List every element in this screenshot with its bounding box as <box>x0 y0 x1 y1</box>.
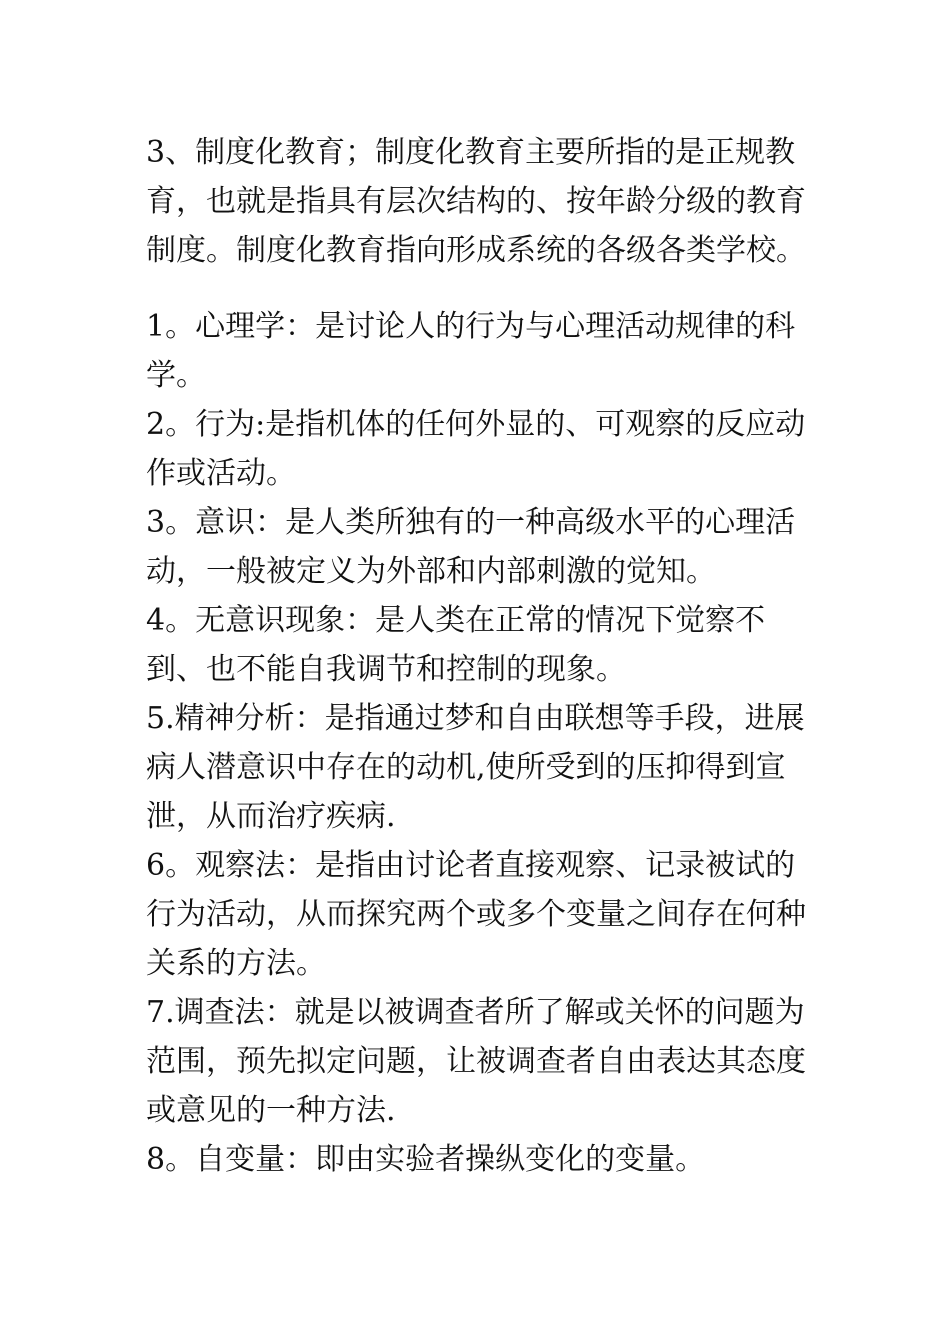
definition-psychoanalysis: 5.精神分析：是指通过梦和自由联想等手段，进展病人潜意识中存在的动机,使所受到的压抑得到宣泄，从而治疗疾病. <box>146 701 805 834</box>
paragraph-gap <box>146 275 814 302</box>
definition-unconscious: 4。无意识现象：是人类在正常的情况下觉察不到、也不能自我调节和控制的现象。 <box>146 603 766 687</box>
document-body <box>146 128 814 1184</box>
definition-observation-method: 6。观察法：是指由讨论者直接观察、记录被试的行为活动，从而探究两个或多个变量之间存在何种关系的方法。 <box>146 848 806 981</box>
definition-consciousness: 3。意识：是人类所独有的一种高级水平的心理活动，一般被定义为外部和内部刺激的觉知。 <box>146 505 796 589</box>
definition-survey-method: 7.调查法：就是以被调查者所了解或关怀的问题为范围，预先拟定问题，让被调查者自由表达其态度或意见的一种方法. <box>146 995 806 1128</box>
definition-behavior: 2。行为:是指机体的任何外显的、可观察的反应动作或活动。 <box>146 407 806 491</box>
definition-psychology: 1。心理学：是讨论人的行为与心理活动规律的科学。 <box>146 309 796 393</box>
intro-paragraph: 3、制度化教育；制度化教育主要所指的是正规教育，也就是指具有层次结构的、按年龄分级的教育制度。制度化教育指向形成系统的各级各类学校。 <box>146 135 806 268</box>
definition-independent-variable: 8。自变量：即由实验者操纵变化的变量。 <box>146 1142 706 1177</box>
